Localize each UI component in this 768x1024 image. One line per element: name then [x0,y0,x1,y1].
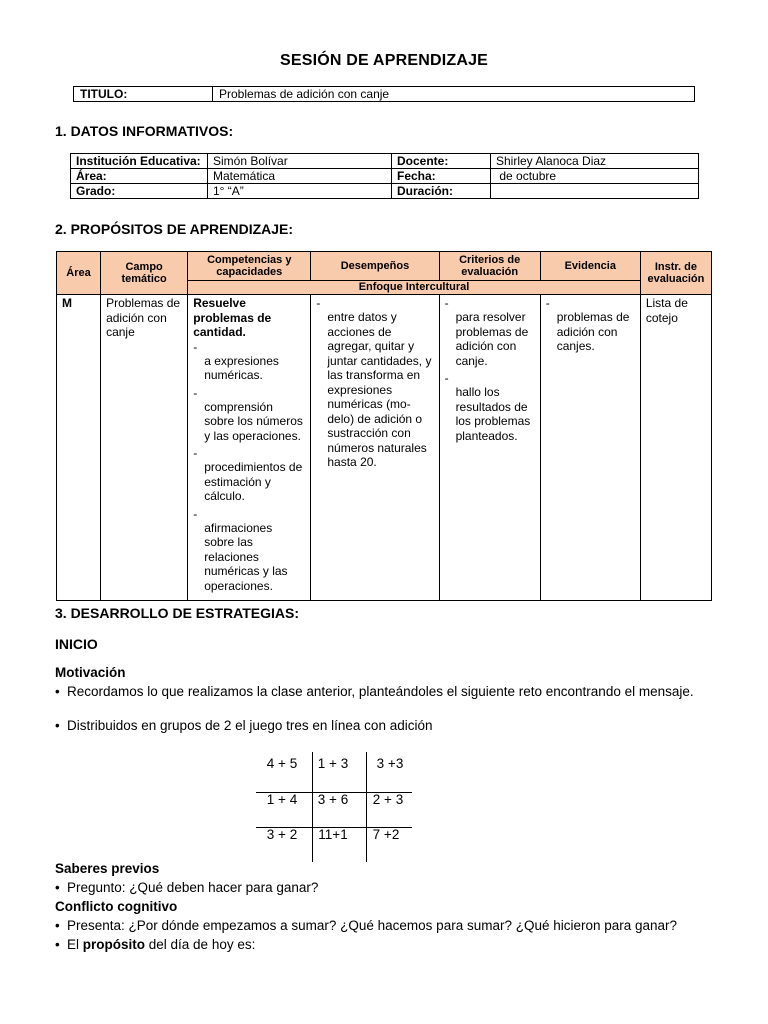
tres-en-linea-grid [256,752,412,862]
header-desempenos: Desempeños [311,252,439,281]
duracion-value [491,184,699,199]
evidencia-cell [540,295,640,601]
institucion-value: Simón Bolívar [208,154,392,169]
header-evidencia: Evidencia [540,252,640,281]
grado-value: 1° “A” [208,184,392,199]
bullet-icon: • [55,718,60,733]
header-campo: Campo temático [101,252,188,295]
proposito-pre: El [67,937,83,952]
header-competencias: Competencias y capacidades [188,252,311,281]
grid-cell: 2 + 3 [372,792,404,807]
cap-dash-2: - [193,385,198,400]
cap-dash-1: - [193,339,198,354]
document-title: SESIÓN DE APRENDIZAJE [279,52,489,69]
conflicto-item-1-text: Presenta: ¿Por dónde empezamos a sumar? ¿Qué hacemos para sumar? ¿Qué hicieron para ganar? [67,918,678,933]
bullet-icon: • [55,937,60,952]
bullet-icon: • [55,684,60,699]
inicio-heading: INICIO [55,636,98,652]
motivacion-item-2 [55,718,715,734]
motivacion-item-1-text: Recordamos lo que realizamos la clase anterior, planteándoles el siguiente reto encontrando el mensaje. [67,684,694,699]
area-cell: M [57,295,101,601]
titulo-value: Problemas de adición con canje [213,87,695,102]
propositos-table [56,251,712,601]
docente-value: Shirley Alanoca Diaz [491,154,699,169]
grid-cell: 3 + 6 [317,792,349,807]
section-propositos: 2. PROPÓSITOS DE APRENDIZAJE: [55,221,294,237]
header-criterios: Criterios de evaluación [439,252,540,281]
capacidad-1: a expresiones numéricas. [204,353,279,382]
grid-cell: 3 + 2 [266,827,298,842]
cap-dash-4: - [193,506,198,521]
bullet-icon: • [55,918,60,933]
competencia-title: Resuelve problemas de cantidad. [193,296,272,339]
bullet-icon: • [55,880,60,895]
capacidad-4: afirmaciones sobre las relaciones numéricas y las operaciones. [204,520,288,593]
conflicto-item-2 [55,937,715,953]
conflicto-heading: Conflicto cognitivo [55,899,178,914]
grid-cell: 11+1 [318,827,348,842]
criterios-cell [439,295,540,601]
crit-dash-1: - [444,296,449,310]
titulo-label: TITULO: [74,87,213,102]
proposito-bold: propósito [82,937,146,952]
capacidad-2: comprensión sobre los números y las operaciones. [204,399,303,443]
area-value: Matemática [208,169,392,184]
des-dash: - [316,296,321,310]
grid-cell: 7 +2 [372,827,400,842]
evidencia-text: problemas de adición con canjes. [556,310,630,353]
cap-dash-3: - [193,446,198,460]
criterio-2: hallo los resultados de los problemas planteados. [455,385,531,443]
instrumento-cell: Lista de cotejo [640,295,711,601]
datos-table [70,153,699,199]
institucion-label: Institución Educativa: [71,154,208,169]
saberes-heading: Saberes previos [55,861,160,876]
grid-cell: 4 + 5 [266,756,298,771]
grid-cell: 1 + 3 [317,756,349,771]
grado-label: Grado: [71,184,208,199]
duracion-label: Duración: [392,184,491,199]
motivacion-item-2-text: Distribuidos en grupos de 2 el juego tres en línea con adición [67,718,433,733]
section-desarrollo: 3. DESARROLLO DE ESTRATEGIAS: [55,605,299,621]
header-instrumento: Instr. de evaluación [640,252,711,295]
grid-cell: 3 +3 [376,756,404,771]
desempeno-text: entre datos y acciones de agregar, quitar y juntar cantidades, y las transforma en expresiones numéricas (mo-delo) de adición o sustracción con números naturales hasta 20. [327,310,432,469]
conflicto-item-2-text [67,937,715,953]
capacidad-3: procedimientos de estimación y cálculo. [204,460,303,503]
grid-cell: 1 + 4 [266,792,298,807]
docente-label: Docente: [392,154,491,169]
conflicto-item-1 [55,918,715,934]
desempenos-cell [311,295,439,601]
header-area: Área [57,252,101,295]
saberes-item [55,880,715,896]
area-label: Área: [71,169,208,184]
criterio-1: para resolver problemas de adición con canje. [455,310,529,368]
titulo-table [73,86,695,102]
motivacion-item-1 [55,684,715,700]
fecha-value: de octubre [491,169,699,184]
saberes-item-text: Pregunto: ¿Qué deben hacer para ganar? [67,880,319,895]
enfoque-row: Enfoque Intercultural [188,281,641,295]
fecha-label: Fecha: [392,169,491,184]
evi-dash: - [545,296,550,310]
campo-cell: Problemas de adición con canje [101,295,188,601]
section-datos-informativos: 1. DATOS INFORMATIVOS: [55,123,234,139]
proposito-post: del día de hoy es: [145,937,256,952]
competencias-cell [188,295,311,601]
motivacion-heading: Motivación [55,665,126,680]
crit-dash-2: - [444,371,449,385]
